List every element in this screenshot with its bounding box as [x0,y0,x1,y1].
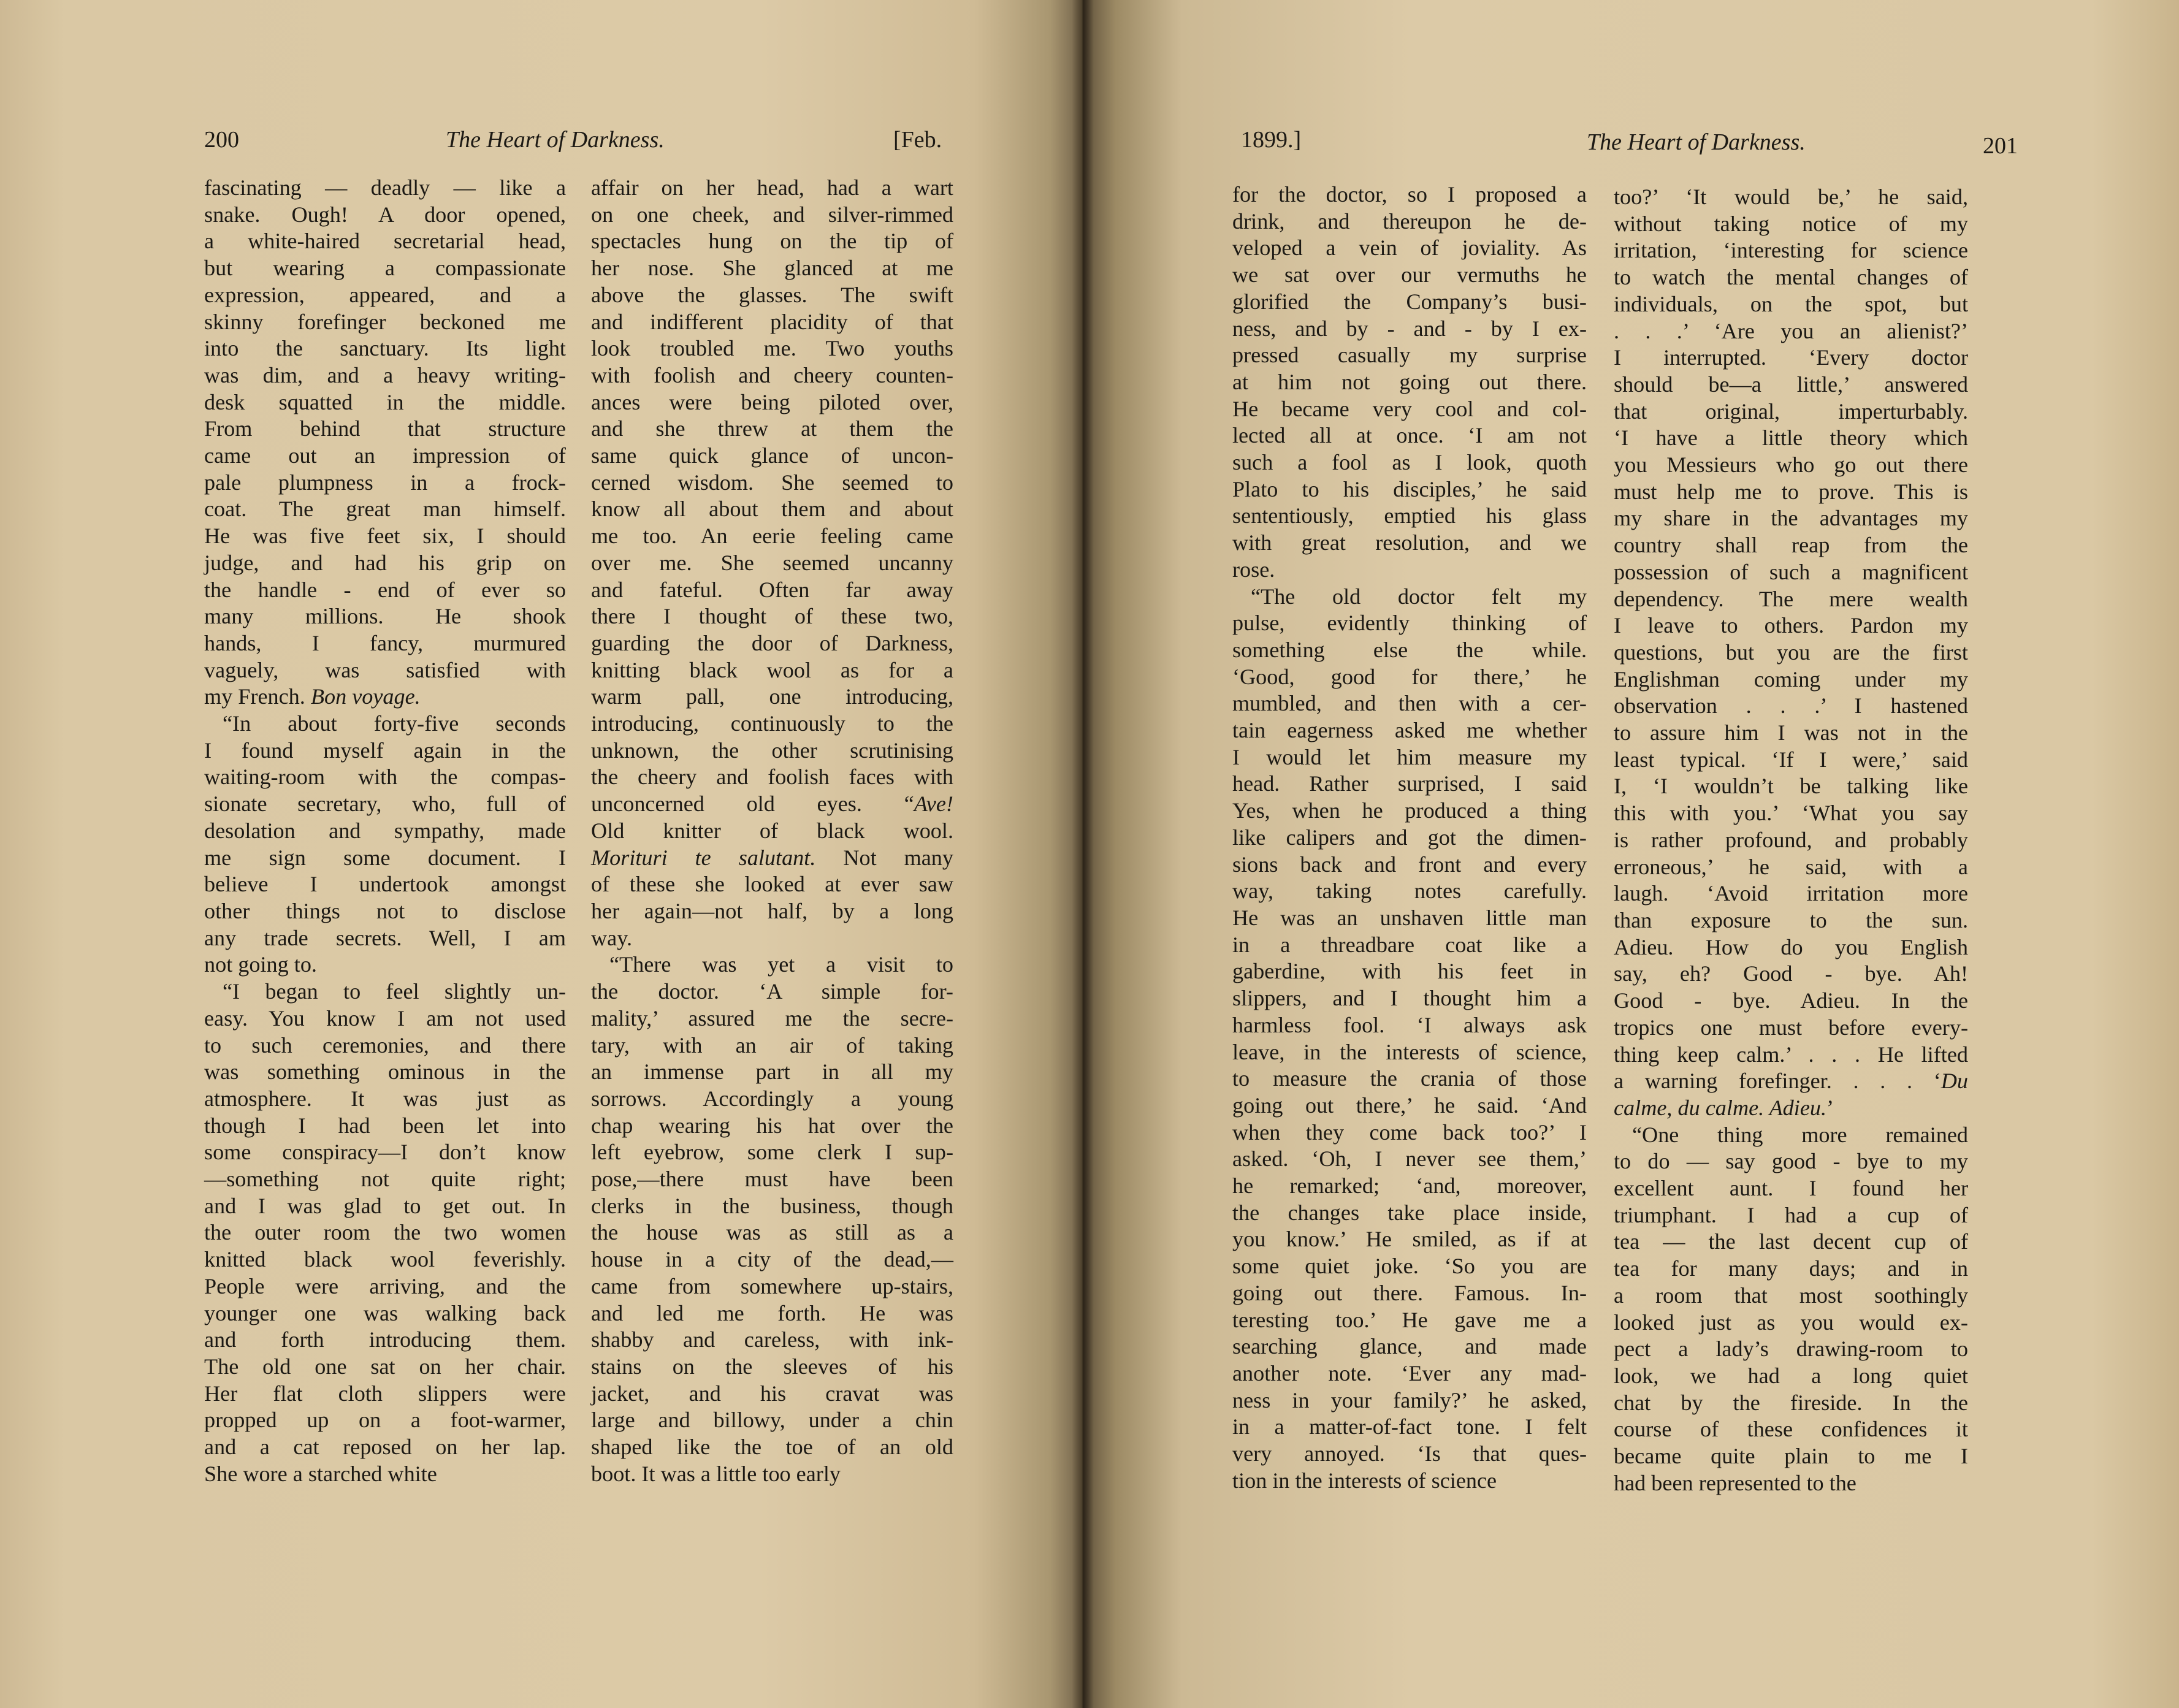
text-line: when they come back too?’ I [1232,1119,1587,1145]
text-line: clerks in the business, though [591,1193,953,1218]
text-line: snake. Ough! A door opened, [204,202,566,227]
text-line: in a matter-of-fact tone. I felt [1232,1414,1587,1439]
text-line: me sign some document. I [204,845,566,870]
text-line: than exposure to the sun. [1614,907,1968,932]
text-line: She wore a starched white [204,1461,437,1486]
text-line: veloped a vein of joviality. As [1232,235,1587,261]
text-line: asked. ‘Oh, I never see them,’ [1232,1146,1587,1172]
text-line: to watch the mental changes of [1614,265,1968,290]
text-line: affair on her head, had a wart [591,175,953,200]
text-line: unknown, the other scrutinising [591,738,953,763]
text-line: I would let him measure my [1232,744,1587,769]
text-line: an immense part in all my [591,1059,953,1085]
text-line: irritation, ‘interesting for science [1614,238,1968,263]
right-running-head [1241,121,2026,158]
text-line: I leave to others. Pardon my [1614,613,1968,638]
text-line: for the doctor, so I proposed a [1232,182,1587,207]
text-line: and a cat reposed on her lap. [204,1435,566,1460]
text-line: and led me forth. He was [591,1300,953,1325]
text-line: ‘I have a little theory which [1614,425,1968,451]
text-line: way. [591,925,632,950]
text-line: tropics one must before every- [1614,1015,1968,1040]
text-line: to do — say good - bye to my [1614,1149,1968,1174]
text-line: judge, and had his grip on [204,550,566,575]
text-line: with foolish and cheery counten- [591,362,953,387]
text-line: He became very cool and col- [1232,396,1587,421]
text-line: house in a city of the dead,— [591,1247,953,1272]
text-line: People were arriving, and the [204,1273,566,1298]
text-line: drink, and thereupon he de- [1232,208,1587,234]
text-line: and indifferent placidity of that [591,309,953,334]
text-line: dependency. The mere wealth [1614,586,1968,611]
text-line: a white-haired secretarial head, [204,229,566,254]
text-line: Old knitter of black wool. [591,818,953,843]
running-title: The Heart of Darkness. [1587,129,1806,155]
text-line: you Messieurs who go out there [1614,452,1968,478]
text-line: glorified the Company’s busi- [1232,289,1587,314]
text-line: should be—a little,’ answered [1614,372,1968,397]
right-column-2 [1614,184,1968,1496]
right-page [1083,0,2179,1708]
page-number: 201 [1983,133,2018,159]
text-line: thing keep calm.’ . . . He lifted [1614,1042,1968,1067]
text-line: teresting too.’ He gave me a [1232,1307,1587,1332]
text-line: ness, and by - and - by I ex- [1232,316,1587,341]
text-line: my French. Bon voyage. [204,684,421,709]
text-line: sionate secretary, who, full of [204,791,566,817]
text-line: . . .’ ‘Are you an alienist?’ [1614,318,1968,343]
text-line: too?’ ‘It would be,’ he said, [1614,185,1968,209]
text-line: large and billowy, under a chin [591,1408,953,1433]
text-line: a room that most soothingly [1614,1283,1968,1308]
text-line: pulse, evidently thinking of [1232,611,1587,636]
text-line: propped up on a foot-warmer, [204,1408,566,1433]
text-line: something else the while. [1232,637,1587,662]
text-line: came from somewhere up-stairs, [591,1273,953,1298]
text-line: gaberdine, with his feet in [1232,959,1587,984]
text-line: tea — the last decent cup of [1614,1229,1968,1254]
text-line: searching glance, and made [1232,1334,1587,1359]
text-line: in a threadbare coat like a [1232,932,1587,957]
text-line: I interrupted. ‘Every doctor [1614,345,1968,370]
text-line: Morituri te salutant. Not many [591,845,953,870]
text-line: became quite plain to me I [1614,1444,1968,1469]
text-line: and forth introducing them. [204,1327,566,1352]
text-line: Yes, when he produced a thing [1232,798,1587,823]
text-line: laugh. ‘Avoid irritation more [1614,881,1968,906]
text-line: the cheery and foolish faces with [591,764,953,790]
date-mark: [Feb. [893,127,942,153]
right-column-1 [1232,181,1587,1494]
text-line: hands, I fancy, murmured [204,630,566,655]
text-line: I, ‘I wouldn’t be talking like [1614,774,1968,799]
text-line: believe I undertook amongst [204,872,566,897]
text-line: look troubled me. Two youths [591,336,953,361]
text-line: the changes take place inside, [1232,1200,1587,1225]
text-line: tain eagerness asked me whether [1232,718,1587,743]
text-line: my share in the advantages my [1614,506,1968,531]
text-line: cerned wisdom. She seemed to [591,470,953,495]
text-line: He was an unshaven little man [1232,905,1587,930]
text-line: was something ominous in the [204,1059,566,1085]
text-line: erroneous,’ he said, with a [1614,854,1968,879]
text-line: Plato to his disciples,’ he said [1232,476,1587,501]
text-line: warm pall, one introducing, [591,684,953,709]
text-line: knitting black wool as for a [591,657,953,682]
text-line: slippers, and I thought him a [1232,986,1587,1011]
text-line: country shall reap from the [1614,533,1968,558]
text-line: “One thing more remained [1632,1122,1968,1147]
text-line: same quick glance of uncon- [591,443,953,468]
text-line: ‘Good, good for there,’ he [1232,664,1587,689]
text-line: and she threw at them the [591,416,953,441]
text-line: without taking notice of my [1614,211,1968,236]
text-line: look, we had a long quiet [1614,1363,1968,1388]
text-line: waiting-room with the compas- [204,764,566,790]
text-line: “There was yet a visit to [609,952,953,977]
text-line: Her flat cloth slippers were [204,1381,566,1406]
left-column-2 [591,175,953,1487]
text-line: easy. You know I am not used [204,1005,566,1031]
text-line: the handle - end of ever so [204,577,566,602]
text-line: pect a lady’s drawing-room to [1614,1336,1968,1362]
text-line: the outer room the two women [204,1220,566,1245]
running-title: The Heart of Darkness. [446,127,665,153]
text-line: on one cheek, and silver-rimmed [591,202,953,227]
text-line: younger one was walking back [204,1300,566,1325]
text-line: with great resolution, and we [1232,530,1587,555]
text-line: atmosphere. It was just as [204,1086,566,1111]
text-line: mality,’ assured me the secre- [591,1005,953,1031]
text-line: head. Rather surprised, I said [1232,771,1587,796]
text-line: such a fool as I look, quoth [1232,450,1587,475]
text-line: to measure the crania of those [1232,1066,1587,1091]
text-line: ances were being piloted over, [591,389,953,414]
text-line: the house was as still as a [591,1220,953,1245]
text-line: her nose. She glanced at me [591,256,953,281]
text-line: spectacles hung on the tip of [591,229,953,254]
text-line: I found myself again in the [204,738,566,763]
text-line: desk squatted in the middle. [204,389,566,414]
text-line: at him not going out there. [1232,369,1587,394]
text-line: a warning forefinger. . . . ‘Du [1614,1069,1968,1094]
text-line: to such ceremonies, and there [204,1032,566,1058]
text-line: “In about forty-five seconds [223,711,566,736]
text-line: over me. She seemed uncanny [591,550,953,575]
text-line: shaped like the toe of an old [591,1435,953,1460]
text-line: many millions. He shook [204,604,566,629]
text-line: was dim, and a heavy writing- [204,362,566,387]
text-line: harmless fool. ‘I always ask [1232,1012,1587,1037]
text-line: chat by the fireside. In the [1614,1390,1968,1415]
text-line: like calipers and got the dimen- [1232,825,1587,850]
text-line: Adieu. How do you English [1614,934,1968,959]
text-line: knitted black wool feverishly. [204,1247,566,1272]
text-line: “The old doctor felt my [1251,584,1587,609]
text-line: tea for many days; and in [1614,1256,1968,1281]
text-line: sententiously, emptied his glass [1232,503,1587,528]
text-line: excellent aunt. I found her [1614,1176,1968,1201]
text-line: had been represented to the [1614,1470,1857,1495]
text-line: is rather profound, and probably [1614,827,1968,852]
text-line: me too. An eerie feeling came [591,524,953,549]
text-line: tary, with an air of taking [591,1032,953,1058]
text-line: course of these confidences it [1614,1417,1968,1442]
text-line: He was five feet six, I should [204,524,566,549]
text-line: came out an impression of [204,443,566,468]
text-line: into the sanctuary. Its light [204,336,566,361]
text-line: sorrows. Accordingly a young [591,1086,953,1111]
left-running-head [204,121,953,158]
text-line: coat. The great man himself. [204,497,566,522]
text-line: not going to. [204,952,317,977]
text-line: Englishman coming under my [1614,666,1968,692]
text-line: you know.’ He smiled, as if at [1232,1227,1587,1252]
text-line: left eyebrow, some clerk I sup- [591,1140,953,1165]
text-line: rose. [1232,557,1275,582]
text-line: triumphant. I had a cup of [1614,1202,1968,1227]
text-line: expression, appeared, and a [204,282,566,307]
text-line: her again—not half, by a long [591,898,953,923]
text-line: there I thought of these two, [591,604,953,629]
text-line: The old one sat on her chair. [204,1354,566,1379]
date-mark: 1899.] [1241,127,1302,153]
text-line: vaguely, was satisfied with [204,657,566,682]
text-line: ness in your family?’ he asked, [1232,1387,1587,1413]
text-line: Good - bye. Adieu. In the [1614,988,1968,1013]
text-line: individuals, on the spot, but [1614,291,1968,316]
text-line: must help me to prove. This is [1614,479,1968,504]
text-line: to assure him I was not in the [1614,720,1968,745]
text-line: that original, imperturbably. [1614,398,1968,424]
left-column-1 [204,175,566,1487]
text-line: going out there,’ he said. ‘And [1232,1092,1587,1118]
text-line: unconcerned old eyes. “Ave! [591,791,953,817]
text-line: fascinating — deadly — like a [204,175,566,200]
text-line: “I began to feel slightly un- [223,979,566,1004]
text-line: know all about them and about [591,497,953,522]
text-line: he remarked; ‘and, moreover, [1232,1173,1587,1199]
text-line: least typical. ‘If I were,’ said [1614,747,1968,772]
text-line: of these she looked at ever saw [591,872,953,897]
text-line: introducing, continuously to the [591,711,953,736]
text-line: very annoyed. ‘Is that ques- [1232,1441,1587,1466]
text-line: observation . . .’ I hastened [1614,693,1968,719]
text-line: lected all at once. ‘I am not [1232,423,1587,448]
text-line: but wearing a compassionate [204,256,566,281]
text-line: stains on the sleeves of his [591,1354,953,1379]
text-line: this with you.’ ‘What you say [1614,801,1968,826]
text-line: another note. ‘Ever any mad- [1232,1360,1587,1386]
text-line: skinny forefinger beckoned me [204,309,566,334]
text-line: some conspiracy—I don’t know [204,1140,566,1165]
text-line: pale plumpness in a frock- [204,470,566,495]
text-line: and I was glad to get out. In [204,1193,566,1218]
text-line: way, taking notes carefully. [1232,879,1587,904]
text-line: possession of such a magnificent [1614,559,1968,584]
text-line: sions back and front and every [1232,852,1587,877]
text-line: pressed casually my surprise [1232,343,1587,368]
text-line: From behind that structure [204,416,566,441]
text-line: other things not to disclose [204,898,566,923]
text-line: calme, du calme. Adieu.’ [1614,1095,1834,1120]
text-line: above the glasses. The swift [591,282,953,307]
text-line: guarding the door of Darkness, [591,630,953,655]
text-line: pose,—there must have been [591,1167,953,1192]
text-line: any trade secrets. Well, I am [204,925,566,950]
text-line: tion in the interests of science [1232,1468,1497,1493]
text-line: leave, in the interests of science, [1232,1039,1587,1064]
text-line: say, eh? Good - bye. Ah! [1614,961,1968,986]
text-line: and fateful. Often far away [591,577,953,602]
left-page [0,0,1083,1708]
text-line: boot. It was a little too early [591,1461,841,1486]
text-line: shabby and careless, with ink- [591,1327,953,1352]
text-line: chap wearing his hat over the [591,1113,953,1138]
text-line: desolation and sympathy, made [204,818,566,843]
book-gutter [1072,0,1094,1708]
text-line: jacket, and his cravat was [591,1381,953,1406]
text-line: some quiet joke. ‘So you are [1232,1254,1587,1279]
text-line: we sat over our vermuths he [1232,262,1587,288]
text-line: the doctor. ‘A simple for- [591,979,953,1004]
text-line: mumbled, and then with a cer- [1232,691,1587,716]
text-line: —something not quite right; [204,1167,566,1192]
text-line: going out there. Famous. In- [1232,1280,1587,1305]
text-line: questions, but you are the first [1614,639,1968,665]
text-line: though I had been let into [204,1113,566,1138]
text-line: looked just as you would ex- [1614,1310,1968,1335]
page-number: 200 [204,127,239,153]
